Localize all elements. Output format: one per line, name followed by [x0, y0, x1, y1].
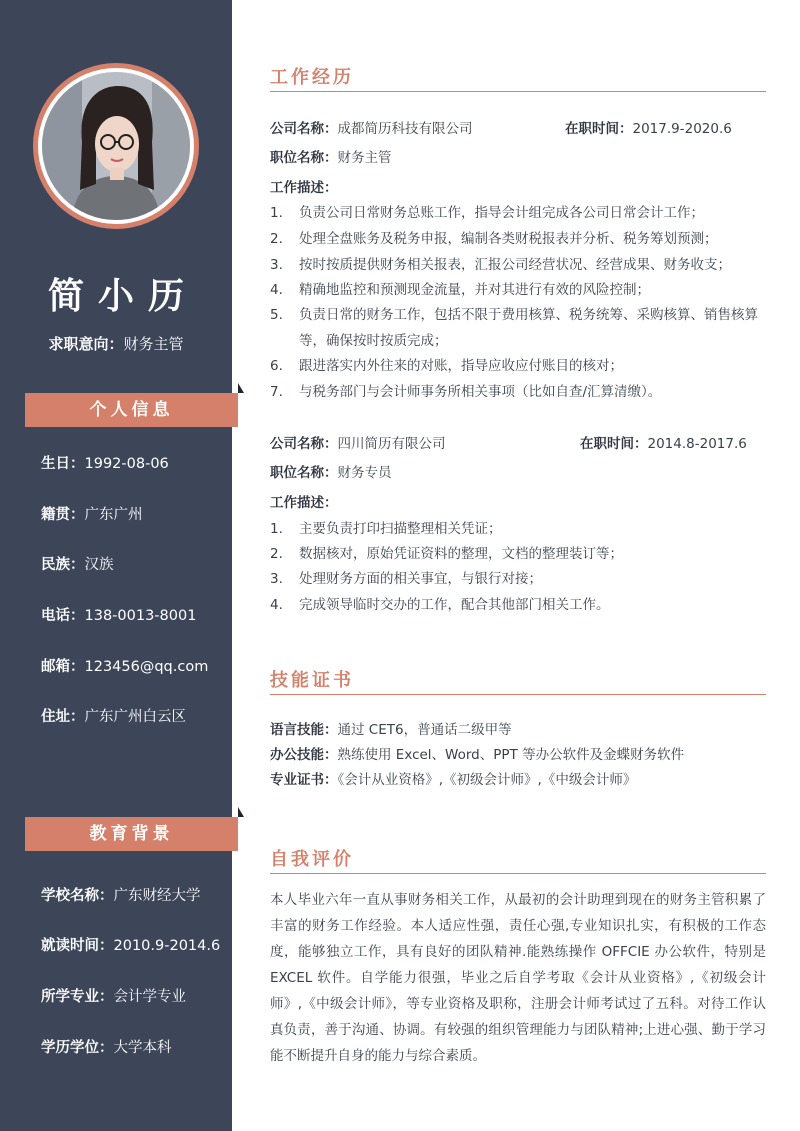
job1-position: 职位名称：财务主管 [270, 150, 392, 166]
ethnicity-row: 民族：汉族 [41, 557, 114, 573]
hometown-row: 籍贯：广东广州 [41, 507, 143, 523]
candidate-name: 简小历 [47, 276, 198, 317]
education-header: 教育背景 [25, 817, 238, 851]
list-item: 3. 处理财务方面的相关事宜，与银行对接； [270, 571, 542, 587]
office-skill-row: 办公技能：熟练使用 Excel、Word、PPT 等办公软件及金蝶财务软件 [270, 747, 685, 763]
personal-info-header: 个人信息 [25, 393, 238, 427]
certificate-row: 专业证书：《会计从业资格》,《初级会计师》,《中级会计师》 [270, 772, 637, 788]
birthday-row: 生日：1992-08-06 [41, 456, 169, 472]
list-item: 1. 主要负责打印扫描整理相关凭证； [270, 521, 502, 537]
address-row: 住址：广东广州白云区 [41, 709, 186, 725]
avatar [33, 63, 199, 229]
job1-desc-label: 工作描述： [270, 180, 338, 196]
sidebar [0, 0, 232, 1131]
language-skill-row: 语言技能：通过 CET6，普通话二级甲等 [270, 722, 512, 738]
job-intent-label: 求职意向： [48, 335, 124, 353]
list-item: 6. 跟进落实内外往来的对账，指导应收应付账目的核对； [270, 358, 623, 374]
list-item: 4. 完成领导临时交办的工作，配合其他部门相关工作。 [270, 597, 610, 613]
study-period-row: 就读时间：2010.9-2014.6 [41, 938, 221, 954]
job2-company: 公司名称：四川简历有限公司 [270, 436, 446, 452]
list-item: 4. 精确地监控和预测现金流量，并对其进行有效的风险控制； [270, 282, 650, 298]
job2-time: 在职时间：2014.8-2017.6 [580, 436, 747, 452]
list-item: 1. 负责公司日常财务总账工作，指导会计组完成各公司日常会计工作； [270, 205, 704, 221]
job2-desc-label: 工作描述： [270, 495, 338, 511]
work-experience-title: 工作经历 [270, 63, 766, 92]
list-item: 2. 数据核对，原始凭证资料的整理，文档的整理装订等； [270, 546, 623, 562]
list-item: 7. 与税务部门与会计师事务所相关事项（比如自查/汇算清缴）。 [270, 384, 662, 400]
list-item: 5. 负责日常的财务工作，包括不限于费用核算、税务统筹、采购核算、销售核算等，确保按时按质完成； [270, 307, 758, 349]
phone-row: 电话：138-0013-8001 [41, 608, 197, 624]
self-evaluation-title: 自我评价 [270, 845, 766, 874]
list-item: 3. 按时按质提供财务相关报表，汇报公司经营状况、经营成果、财务收支； [270, 257, 731, 273]
self-evaluation-text: 本人毕业六年一直从事财务相关工作，从最初的会计助理到现在的财务主管积累了丰富的财务工作经验。本人适应性强，责任心强,专业知识扎实，有积极的工作态度，能够独立工作，具有良好的团队精神.能熟练操作 OFFCIE 办公软件，特别是 EXCEL 软件。自学能力很强，毕业之后自学考取《会计从业资格》,《初级会计师》,《中级会计师》，等专业资格及职称，注册会计师考试过了五科。对待工作认真负责，善于沟通、协调。有较强的组织管理能力与团队精神;上进心强、勤于学习能不断提升自身的能力与综合素质。 [270, 892, 766, 1064]
job2-position: 职位名称：财务专员 [270, 465, 392, 481]
skills-title: 技能证书 [270, 666, 766, 695]
major-row: 所学专业：会计学专业 [41, 989, 186, 1005]
job1-company: 公司名称：成都简历科技有限公司 [270, 121, 473, 137]
job1-time: 在职时间：2017.9-2020.6 [565, 121, 732, 137]
job-intent-value: 财务主管 [123, 335, 184, 353]
portrait-photo [42, 72, 190, 220]
school-row: 学校名称：广东财经大学 [41, 888, 201, 904]
degree-row: 学历学位：大学本科 [41, 1040, 172, 1056]
list-item: 2. 处理全盘账务及税务申报，编制各类财税报表并分析、税务筹划预测； [270, 231, 718, 247]
job-intent [0, 333, 232, 354]
email-row: 邮箱：123456@qq.com [41, 659, 209, 675]
